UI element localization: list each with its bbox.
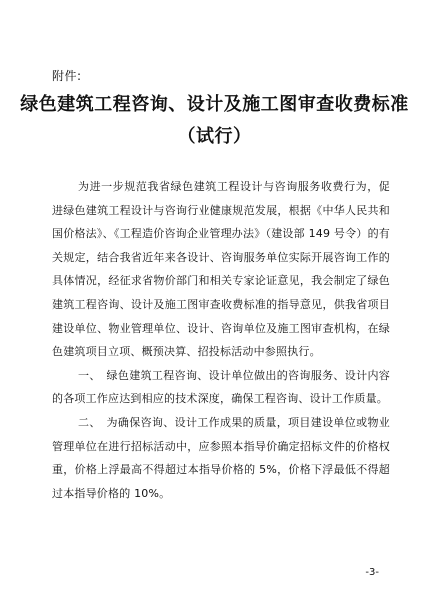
page-number: -3- (365, 567, 379, 578)
body-paragraph-intro: 为进一步规范我省绿色建筑工程设计与咨询服务收费行为，促进绿色建筑工程设计与咨询行业健康规范发展，根据《中华人民共和国价格法》、《工程造价咨询企业管理办法》（建设部 149 号令）的有关规定，结合我省近年来各设计、咨询服务单位实际开展咨询工作的具体情况，经征求省物价部门和相关专家论证意见，我会制定了绿色建筑工程咨询、设计及施工图审查收费标准的指导意见，供我省项目建设单位、物业管理单位、设计、咨询单位及施工图审查机构，在绿色建筑项目立项、概预决算、招投标活动中参照执行。 (52, 180, 390, 359)
body-paragraph-item-2: 二、 为确保咨询、设计工作成果的质量，项目建设单位或物业管理单位在进行招标活动中，应参照本指导价确定招标文件的价格权重，价格上浮最高不得超过本指导价格的 5%，价格下浮最低不得超过本指导价格的 10%。 (52, 415, 390, 500)
body-paragraph-item-1: 一、 绿色建筑工程咨询、设计单位做出的咨询服务、设计内容的各项工作应达到相应的技术深度，确保工程咨询、设计工作质量。 (52, 368, 390, 406)
document-subtitle: （试行） (177, 126, 252, 147)
document-title: 绿色建筑工程咨询、设计及施工图审查收费标准 (20, 94, 409, 115)
document-body (52, 175, 390, 505)
attachment-label: 附件: (52, 69, 82, 83)
